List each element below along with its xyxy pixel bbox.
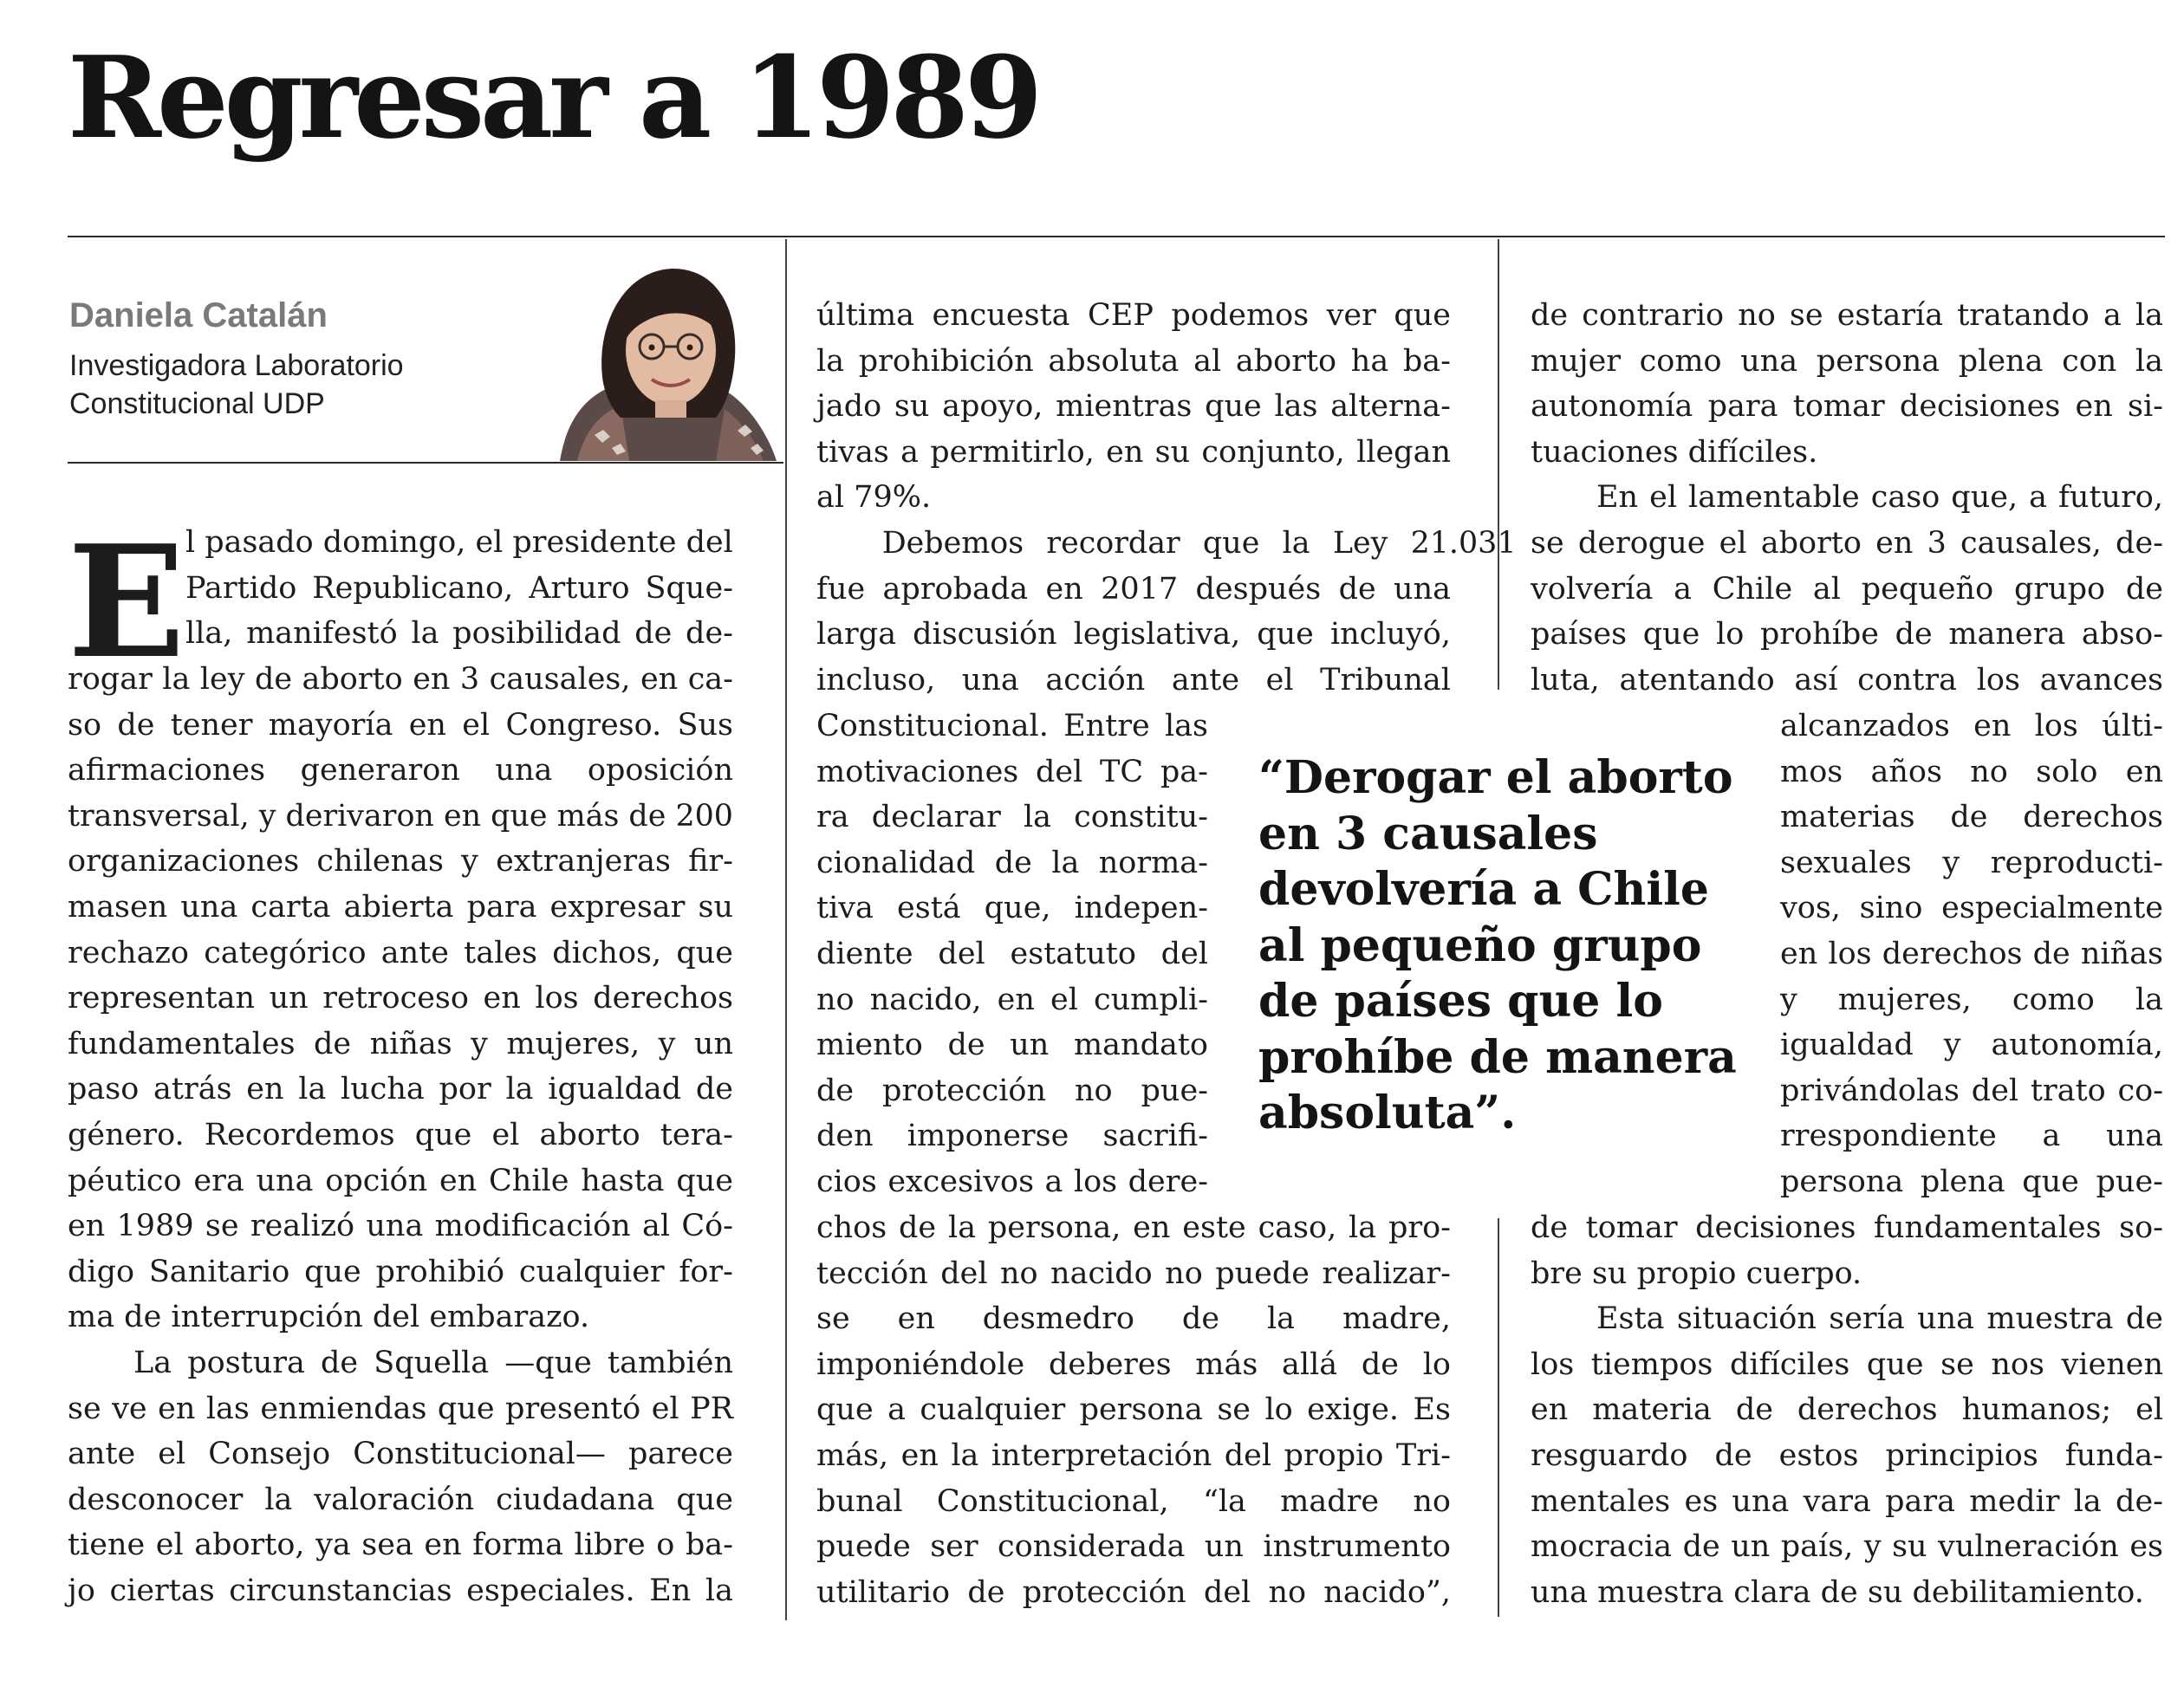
text-line: tección del no nacido no puede realizar- bbox=[816, 1256, 1451, 1291]
text-line: bre su propio cuerpo. bbox=[1531, 1256, 1862, 1291]
drop-cap: E bbox=[68, 511, 185, 692]
text-line: lla, manifestó la posibilidad de de- bbox=[185, 616, 733, 652]
text-line: cionalidad de la norma- bbox=[816, 845, 1208, 880]
text-line: diente del estatuto del bbox=[816, 936, 1208, 971]
column-rule bbox=[1498, 239, 1499, 690]
text-line: motivaciones del TC pa- bbox=[816, 754, 1208, 789]
text-line: tivas a permitirlo, en su conjunto, llegan bbox=[816, 434, 1451, 470]
text-line: digo Sanitario que prohibió cualquier for- bbox=[68, 1254, 733, 1289]
pull-quote-line: “Derogar el aborto bbox=[1258, 751, 1733, 804]
text-line: de contrario no se estaría tratando a la bbox=[1531, 298, 2163, 333]
text-line: género. Recordemos que el aborto tera- bbox=[68, 1117, 733, 1152]
text-line: Partido Republicano, Arturo Sque- bbox=[185, 570, 733, 606]
text-line: Constitucional. Entre las bbox=[816, 709, 1208, 743]
text-line: no nacido, en el cumpli- bbox=[816, 982, 1208, 1017]
text-line: desconocer la valoración ciudadana que bbox=[68, 1482, 733, 1517]
column-3-top bbox=[1531, 293, 2163, 703]
text-line: representan un retroceso en los derechos bbox=[68, 981, 733, 1016]
text-line: tiene el aborto, ya sea en forma libre o ba- bbox=[68, 1528, 733, 1563]
author-name: Daniela Catalán bbox=[69, 296, 328, 334]
text-line: última encuesta CEP podemos ver que bbox=[816, 298, 1451, 333]
text-line: países que lo prohíbe de manera abso- bbox=[1531, 617, 2163, 652]
text-line: en los derechos de niñas bbox=[1780, 936, 2163, 971]
pull-quote-line: absoluta”. bbox=[1258, 1087, 1517, 1139]
text-line: mocracia de un país, y su vulneración es bbox=[1531, 1529, 2163, 1565]
text-line: volvería a Chile al pequeño grupo de bbox=[1531, 571, 2163, 607]
text-line: más, en la interpretación del propio Tri- bbox=[816, 1437, 1451, 1473]
text-line: chos de la persona, en este caso, la pro- bbox=[816, 1210, 1451, 1245]
text-line: en 1989 se realizó una modificación al Có- bbox=[68, 1209, 733, 1244]
text-line: tuaciones difíciles. bbox=[1531, 434, 1818, 470]
text-line: Esta situación sería una muestra de bbox=[1596, 1301, 2163, 1337]
text-line: y mujeres, como la bbox=[1780, 982, 2163, 1017]
text-line: paso atrás en la lucha por la igualdad de bbox=[68, 1072, 733, 1107]
text-line: de tomar decisiones fundamentales so- bbox=[1531, 1210, 2163, 1245]
column-2-narrow bbox=[816, 704, 1208, 1205]
text-line: puede ser considerada un instrumento bbox=[816, 1529, 1451, 1565]
text-line: autonomía para tomar decisiones en si- bbox=[1531, 389, 2163, 425]
text-line: larga discusión legislativa, que incluyó, bbox=[816, 617, 1451, 652]
text-line: rogar la ley de aborto en 3 causales, en ca- bbox=[68, 662, 733, 697]
text-line: transversal, y derivaron en que más de 200 bbox=[68, 798, 733, 834]
headline: Regresar a 1989 bbox=[68, 31, 1039, 164]
text-line: luta, atentando así contra los avances bbox=[1531, 662, 2163, 698]
author-role bbox=[69, 347, 404, 423]
pull-quote-line: en 3 causales bbox=[1258, 807, 1598, 860]
text-line: incluso, una acción ante el Tribunal bbox=[816, 662, 1451, 698]
text-line: se en desmedro de la madre, bbox=[816, 1301, 1451, 1337]
text-line: rrespondiente a una bbox=[1780, 1119, 2163, 1154]
text-line: l pasado domingo, el presidente del bbox=[185, 525, 733, 560]
author-portrait bbox=[543, 253, 785, 461]
pull-quote-line: devolvería a Chile bbox=[1258, 863, 1709, 916]
text-line: den imponerse sacrifi- bbox=[816, 1119, 1208, 1154]
text-line: mos años no solo en bbox=[1780, 754, 2163, 789]
text-line: se derogue el aborto en 3 causales, de- bbox=[1531, 525, 2163, 561]
column-2-bottom bbox=[816, 1205, 1451, 1615]
text-line: cios excesivos a los dere- bbox=[816, 1164, 1208, 1199]
text-line: la prohibición absoluta al aborto ha ba- bbox=[816, 343, 1451, 379]
column-3-narrow bbox=[1780, 704, 2163, 1205]
text-line: imponiéndole deberes más allá de lo bbox=[816, 1346, 1451, 1382]
text-line: mentales es una vara para medir la de- bbox=[1531, 1483, 2163, 1519]
column-2-top bbox=[816, 293, 1517, 703]
text-line: resguardo de estos principios funda- bbox=[1531, 1437, 2163, 1473]
text-line: organizaciones chilenas y extranjeras fir- bbox=[68, 844, 733, 879]
text-line: utilitario de protección del no nacido”, bbox=[816, 1574, 1451, 1610]
text-line: La postura de Squella —que también bbox=[133, 1345, 733, 1380]
text-line: ma de interrupción del embarazo. bbox=[68, 1300, 590, 1335]
text-line: vos, sino especialmente bbox=[1780, 891, 2163, 926]
text-line: una muestra clara de su debilitamiento. bbox=[1531, 1574, 2144, 1610]
top-rule bbox=[68, 236, 2165, 237]
text-line: Debemos recordar que la Ley 21.031 bbox=[881, 525, 1517, 561]
column-1 bbox=[68, 657, 733, 1613]
column-3-bottom bbox=[1531, 1205, 2163, 1615]
pull-quote-line: de países que lo bbox=[1258, 975, 1663, 1028]
text-line: ante el Consejo Constitucional— parece bbox=[68, 1437, 733, 1472]
text-line: so de tener mayoría en el Congreso. Sus bbox=[68, 707, 733, 743]
text-line: rechazo categórico ante tales dichos, que bbox=[68, 935, 733, 970]
pull-quote-line: prohíbe de manera bbox=[1258, 1030, 1737, 1084]
column-1-top bbox=[185, 520, 733, 657]
text-line: jo ciertas circunstancias especiales. En la bbox=[68, 1573, 733, 1608]
text-line: péutico era una opción en Chile hasta que bbox=[68, 1163, 733, 1198]
text-line: fundamentales de niñas y mujeres, y un bbox=[68, 1026, 733, 1061]
text-line: jado su apoyo, mientras que las alterna- bbox=[816, 389, 1451, 425]
author-role-line: Investigadora Laboratorio bbox=[69, 349, 404, 382]
pull-quote-line: al pequeño grupo bbox=[1258, 918, 1702, 972]
text-line: ra declarar la constitu- bbox=[816, 800, 1208, 835]
byline-rule bbox=[68, 462, 783, 464]
text-line: fue aprobada en 2017 después de una bbox=[816, 571, 1451, 607]
text-line: masen una carta abierta para expresar su bbox=[68, 889, 733, 925]
text-line: en materia de derechos humanos; el bbox=[1531, 1392, 2163, 1428]
text-line: tiva está que, indepen- bbox=[816, 891, 1208, 926]
text-line: privándolas del trato co- bbox=[1780, 1073, 2163, 1108]
pull-quote bbox=[1258, 750, 1744, 1142]
text-line: los tiempos difíciles que se nos vienen bbox=[1531, 1346, 2163, 1382]
text-line: al 79%. bbox=[816, 480, 932, 516]
text-line: En el lamentable caso que, a futuro, bbox=[1596, 480, 2163, 516]
text-line: que a cualquier persona se lo exige. Es bbox=[816, 1392, 1451, 1428]
text-line: miento de un mandato bbox=[816, 1028, 1208, 1063]
text-line: igualdad y autonomía, bbox=[1780, 1028, 2163, 1063]
text-line: persona plena que pue- bbox=[1780, 1164, 2163, 1199]
text-line: bunal Constitucional, “la madre no bbox=[816, 1483, 1451, 1519]
text-line: sexuales y reproducti- bbox=[1780, 845, 2163, 880]
text-line: se ve en las enmiendas que presentó el PR bbox=[68, 1391, 733, 1426]
author-role-line: Constitucional UDP bbox=[69, 387, 325, 420]
text-line: de protección no pue- bbox=[816, 1073, 1208, 1108]
text-line: mujer como una persona plena con la bbox=[1531, 343, 2163, 379]
text-line: afirmaciones generaron una oposición bbox=[68, 753, 733, 788]
column-rule bbox=[785, 239, 787, 1620]
text-line: materias de derechos bbox=[1780, 800, 2163, 835]
text-line: alcanzados en los últi- bbox=[1780, 709, 2163, 743]
column-rule bbox=[1498, 1218, 1499, 1617]
